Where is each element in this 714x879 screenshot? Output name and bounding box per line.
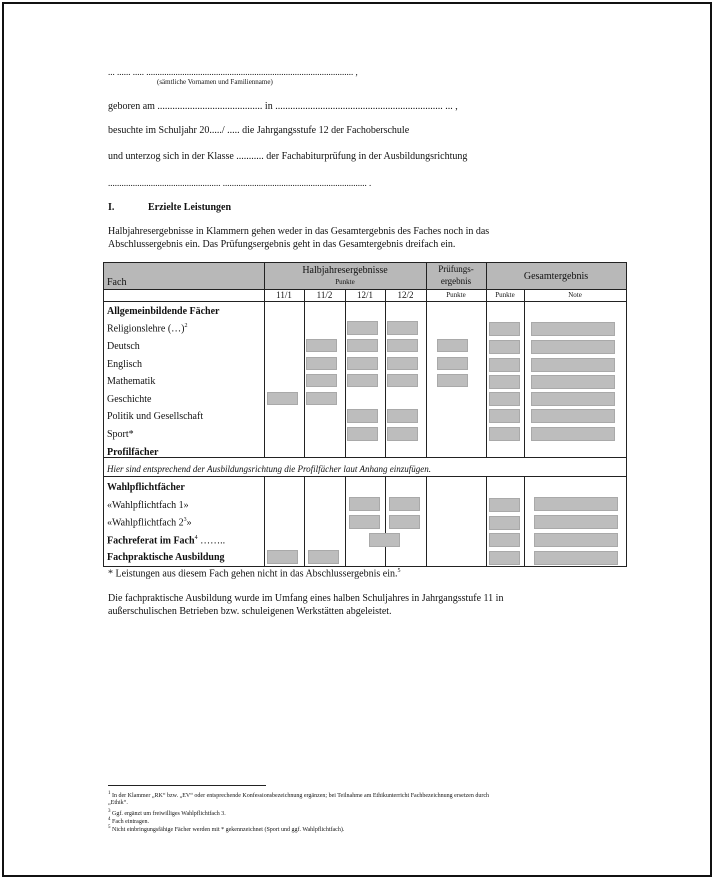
col-exam-points: Punkte	[446, 291, 466, 299]
grade-field[interactable]	[369, 533, 400, 547]
grade-field[interactable]	[349, 497, 380, 511]
grade-field[interactable]	[387, 374, 418, 387]
grade-field[interactable]	[347, 321, 378, 335]
grade-field[interactable]	[389, 497, 420, 511]
vline-total-lower	[486, 477, 487, 566]
born-line: geboren am .......................................... in ................................................................... ... ,	[108, 101, 458, 112]
col-12-1: 12/1	[356, 290, 373, 300]
col-11-1: 11/1	[276, 290, 292, 300]
grade-field[interactable]	[347, 339, 378, 352]
footnote-1-num: 1	[108, 791, 111, 796]
row-englisch: Englisch	[107, 359, 142, 370]
row-geschichte: Geschichte	[107, 394, 152, 405]
footnote-star	[108, 568, 400, 579]
grade-field[interactable]	[534, 497, 618, 511]
col-total-grade: Note	[568, 291, 582, 299]
section-text-line2: Abschlussergebnis ein. Das Prüfungsergebnis geht in das Gesamtergebnis dreifach ein.	[108, 239, 456, 250]
row-religion-sup: 2	[184, 323, 188, 329]
col-halfyear: Halbjahresergebnisse	[302, 265, 388, 276]
grade-field[interactable]	[489, 551, 520, 565]
grade-field[interactable]	[489, 358, 520, 372]
footnote-star-text: * Leistungen aus diesem Fach gehen nicht in das Abschlussergebnis ein.	[108, 568, 398, 580]
section-text-line1: Halbjahresergebnisse in Klammern gehen weder in das Gesamtergebnis des Faches noch in das	[108, 226, 490, 237]
section-number: I.	[108, 202, 115, 213]
name-caption: (sämtliche Vornamen und Familienname)	[157, 78, 273, 86]
hline-note-top	[104, 457, 626, 458]
grade-field[interactable]	[437, 374, 468, 387]
grade-field[interactable]	[347, 427, 378, 441]
col-exam-line1: Prüfungs-	[438, 264, 474, 274]
col-11-2: 11/2	[316, 290, 333, 300]
vline-11-2	[304, 289, 305, 457]
footnote-separator	[108, 785, 266, 786]
vline-12-1	[345, 289, 346, 457]
row-fachreferat	[107, 535, 225, 546]
footnote-5-text: Nicht einbringungsfähige Fächer werden mit * gekennzeichnet (Sport und ggf. Wahlpflichtfach).	[112, 827, 345, 833]
col-total-points: Punkte	[495, 291, 515, 299]
col-halfyear-sub: Punkte	[335, 278, 355, 286]
footnote-1-text: In der Klammer „RK“ bzw. „EV“ oder entsprechende Konfessionsbezeichnung ergänzen; bei Teilnahme am Ethikunterricht Fachbezeichnung ersetzen durch	[112, 793, 489, 799]
row-elective-1: «Wahlpflichtfach 1»	[107, 500, 189, 511]
dots-line: .................................................. ................................................................ .	[108, 178, 372, 188]
grade-field[interactable]	[387, 321, 418, 335]
row-heading-profile: Profilfächer	[107, 447, 159, 458]
grade-field[interactable]	[489, 409, 520, 423]
row-politik: Politik und Gesellschaft	[107, 411, 204, 422]
footnote-5	[108, 825, 344, 833]
grade-field[interactable]	[531, 375, 615, 389]
vline-12-2	[385, 289, 386, 457]
results-table	[103, 262, 627, 567]
grade-field[interactable]	[347, 409, 378, 423]
grade-field[interactable]	[347, 357, 378, 370]
vline-11-2-lower	[304, 477, 305, 566]
grade-field[interactable]	[489, 516, 520, 530]
section-title: Erzielte Leistungen	[148, 202, 232, 213]
grade-field[interactable]	[534, 533, 618, 547]
grade-field[interactable]	[306, 339, 337, 352]
row-elective-2-sup: 3	[183, 517, 187, 523]
grade-field[interactable]	[489, 322, 520, 336]
row-religion	[107, 323, 187, 334]
col-total: Gesamtergebnis	[523, 271, 589, 282]
row-religion-label: Religionslehre (…)	[107, 323, 185, 335]
row-fachreferat-suffix: ……..	[197, 535, 226, 547]
col-subject: Fach	[107, 277, 127, 288]
footnote-1-cont: „Ethik“.	[108, 800, 128, 806]
footnote-5-num: 5	[108, 825, 111, 830]
grade-field[interactable]	[489, 533, 520, 547]
footnote-3-num: 3	[108, 809, 111, 814]
grade-field[interactable]	[489, 375, 520, 389]
row-fachreferat-label: Fachreferat im Fach	[107, 535, 195, 547]
grade-field[interactable]	[534, 551, 618, 565]
grade-field[interactable]	[531, 409, 615, 423]
footnote-3	[108, 809, 226, 817]
grade-field[interactable]	[306, 374, 337, 387]
grade-field[interactable]	[531, 322, 615, 336]
footnote-star-sup: 5	[397, 568, 401, 574]
grade-field[interactable]	[349, 515, 380, 529]
footnote-1	[108, 791, 489, 799]
vline-subject	[264, 263, 265, 457]
attended-line: besuchte im Schuljahr 20...../ ..... die Jahrgangsstufe 12 der Fachoberschule	[108, 125, 410, 136]
vline-12-2-lower	[385, 477, 386, 566]
row-sport: Sport*	[107, 429, 134, 440]
grade-field[interactable]	[437, 357, 468, 370]
grade-field[interactable]	[534, 515, 618, 529]
row-deutsch: Deutsch	[107, 341, 140, 352]
grade-field[interactable]	[267, 392, 298, 405]
row-fachpraxis: Fachpraktische Ausbildung	[107, 552, 225, 563]
footnote-4-num: 4	[108, 817, 111, 822]
row-elective-2-suffix: »	[186, 517, 192, 529]
row-profile-note: Hier sind entsprechend der Ausbildungsrichtung die Profilfächer laut Anhang einzufügen.	[107, 464, 431, 474]
grade-field[interactable]	[306, 392, 337, 405]
grade-field[interactable]	[531, 392, 615, 406]
row-mathematik: Mathematik	[107, 376, 156, 387]
row-elective-2-label: «Wahlpflichtfach 2	[107, 517, 184, 529]
footnote-4	[108, 817, 149, 825]
grade-field[interactable]	[531, 340, 615, 354]
grade-field[interactable]	[489, 392, 520, 406]
grade-field[interactable]	[489, 498, 520, 512]
grade-field[interactable]	[306, 357, 337, 370]
row-fachreferat-sup: 4	[194, 535, 198, 541]
grade-field[interactable]	[389, 515, 420, 529]
practical-line2: außerschulischen Betrieben bzw. schuleigenen Werkstätten abgeleistet.	[108, 606, 392, 617]
col-12-2: 12/2	[397, 290, 414, 300]
grade-field[interactable]	[437, 339, 468, 352]
exam-line: und unterzog sich in der Klasse ........... der Fachabiturprüfung in der Ausbildungsrichtung	[108, 151, 468, 162]
grade-field[interactable]	[387, 409, 418, 423]
row-elective-2	[107, 517, 192, 528]
row-heading-general: Allgemeinbildende Fächer	[107, 306, 220, 317]
vline-grade-lower	[524, 477, 525, 566]
row-heading-elective: Wahlpflichtfächer	[107, 482, 185, 493]
grade-field[interactable]	[267, 550, 298, 564]
grade-field[interactable]	[489, 427, 520, 441]
grade-field[interactable]	[531, 358, 615, 372]
grade-field[interactable]	[387, 339, 418, 352]
vline-grade	[524, 289, 525, 457]
grade-field[interactable]	[387, 427, 418, 441]
grade-field[interactable]	[387, 357, 418, 370]
vline-total	[486, 263, 487, 457]
vline-exam	[426, 263, 427, 457]
grade-field[interactable]	[531, 427, 615, 441]
hline-note-bottom	[104, 476, 626, 477]
footnote-4-text: Fach eintragen.	[112, 819, 149, 825]
name-line: ... ...... ..... ............................................................................................ ,	[108, 67, 358, 77]
col-exam-line2: ergebnis	[440, 276, 472, 286]
grade-field[interactable]	[489, 340, 520, 354]
practical-line1: Die fachpraktische Ausbildung wurde im Umfang eines halben Schuljahres in Jahrgangsstufe 11 in	[108, 593, 504, 604]
vline-exam-lower	[426, 477, 427, 566]
grade-field[interactable]	[347, 374, 378, 387]
vline-12-1-lower	[345, 477, 346, 566]
grade-field[interactable]	[308, 550, 339, 564]
footnote-3-text: Ggf. ergänzt um freiwilliges Wahlpflichtfach 3.	[112, 811, 226, 817]
vline-subject-lower	[264, 477, 265, 566]
